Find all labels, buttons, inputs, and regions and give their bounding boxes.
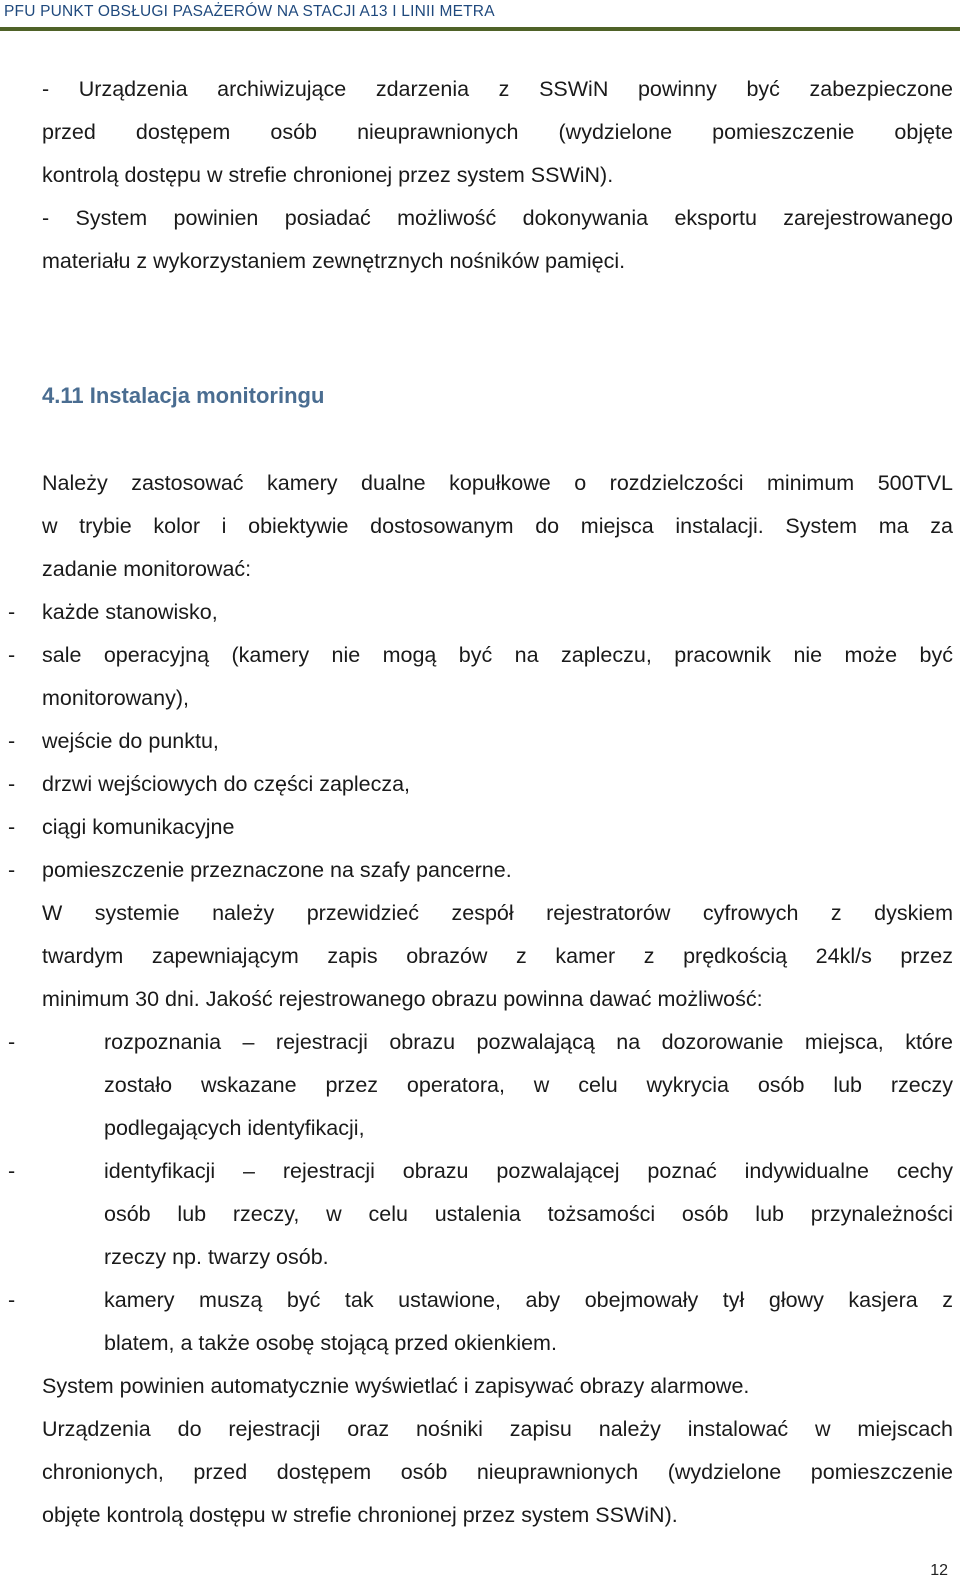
list-dash: - bbox=[8, 1288, 16, 1312]
list-item-text: każde stanowisko, bbox=[42, 600, 218, 624]
list-item-text: osób lub rzeczy, w celu ustalenia tożsamości osób lub przynależności bbox=[104, 1202, 953, 1226]
header-rule bbox=[0, 27, 960, 31]
list-dash: - bbox=[8, 815, 16, 839]
list-item-text: kamery muszą być tak ustawione, aby obejmowały tył głowy kasjera z bbox=[104, 1288, 953, 1312]
list-item-text: rzeczy np. twarzy osób. bbox=[104, 1245, 329, 1269]
intro-line: kontrolą dostępu w strefie chronionej przez system SSWiN). bbox=[42, 163, 614, 187]
paragraph-line: Należy zastosować kamery dualne kopułkowe o rozdzielczości minimum 500TVL bbox=[42, 471, 953, 495]
list-dash: - bbox=[8, 1159, 16, 1183]
page-number: 12 bbox=[930, 1562, 948, 1579]
paragraph-line: chronionych, przed dostępem osób nieuprawnionych (wydzielone pomieszczenie bbox=[42, 1460, 953, 1484]
paragraph-line: W systemie należy przewidzieć zespół rejestratorów cyfrowych z dyskiem bbox=[42, 901, 953, 925]
paragraph-line: twardym zapewniającym zapis obrazów z kamer z prędkością 24kl/s przez bbox=[42, 944, 953, 968]
list-dash: - bbox=[8, 643, 16, 667]
list-dash: - bbox=[8, 1030, 16, 1054]
intro-line: - System powinien posiadać możliwość dokonywania eksportu zarejestrowanego bbox=[42, 206, 953, 230]
list-dash: - bbox=[8, 729, 16, 753]
list-item-text: blatem, a także osobę stojącą przed okienkiem. bbox=[104, 1331, 557, 1355]
list-item-text: podlegających identyfikacji, bbox=[104, 1116, 365, 1140]
list-item-text: sale operacyjną (kamery nie mogą być na zapleczu, pracownik nie może być bbox=[42, 643, 953, 667]
list-dash: - bbox=[8, 858, 16, 882]
intro-line: przed dostępem osób nieuprawnionych (wydzielone pomieszczenie objęte bbox=[42, 120, 953, 144]
page-header bbox=[0, 0, 960, 34]
list-item-text: monitorowany), bbox=[42, 686, 189, 710]
paragraph-line: w trybie kolor i obiektywie dostosowanym do miejsca instalacji. System ma za bbox=[42, 514, 953, 538]
paragraph-line: minimum 30 dni. Jakość rejestrowanego obrazu powinna dawać możliwość: bbox=[42, 987, 763, 1011]
list-item-text: wejście do punktu, bbox=[42, 729, 219, 753]
list-item-text: identyfikacji – rejestracji obrazu pozwalającej poznać indywidualne cechy bbox=[104, 1159, 953, 1183]
paragraph-line: Urządzenia do rejestracji oraz nośniki zapisu należy instalować w miejscach bbox=[42, 1417, 953, 1441]
header-title: PFU PUNKT OBSŁUGI PASAŻERÓW NA STACJI A13 I LINII METRA bbox=[4, 3, 495, 20]
paragraph-line: objęte kontrolą dostępu w strefie chronionej przez system SSWiN). bbox=[42, 1503, 678, 1527]
list-item-text: pomieszczenie przeznaczone na szafy pancerne. bbox=[42, 858, 512, 882]
list-item-text: ciągi komunikacyjne bbox=[42, 815, 235, 839]
list-item-text: drzwi wejściowych do części zaplecza, bbox=[42, 772, 411, 796]
list-dash: - bbox=[8, 772, 16, 796]
section-heading: 4.11 Instalacja monitoringu bbox=[42, 383, 325, 408]
list-item-text: zostało wskazane przez operatora, w celu wykrycia osób lub rzeczy bbox=[104, 1073, 953, 1097]
list-item-text: rozpoznania – rejestracji obrazu pozwalającą na dozorowanie miejsca, które bbox=[104, 1030, 953, 1054]
intro-line: - Urządzenia archiwizujące zdarzenia z SSWiN powinny być zabezpieczone bbox=[42, 77, 953, 101]
list-dash: - bbox=[8, 600, 16, 624]
paragraph-line: zadanie monitorować: bbox=[42, 557, 252, 581]
paragraph-line: System powinien automatycznie wyświetlać i zapisywać obrazy alarmowe. bbox=[42, 1374, 750, 1398]
intro-line: materiału z wykorzystaniem zewnętrznych nośników pamięci. bbox=[42, 249, 626, 273]
